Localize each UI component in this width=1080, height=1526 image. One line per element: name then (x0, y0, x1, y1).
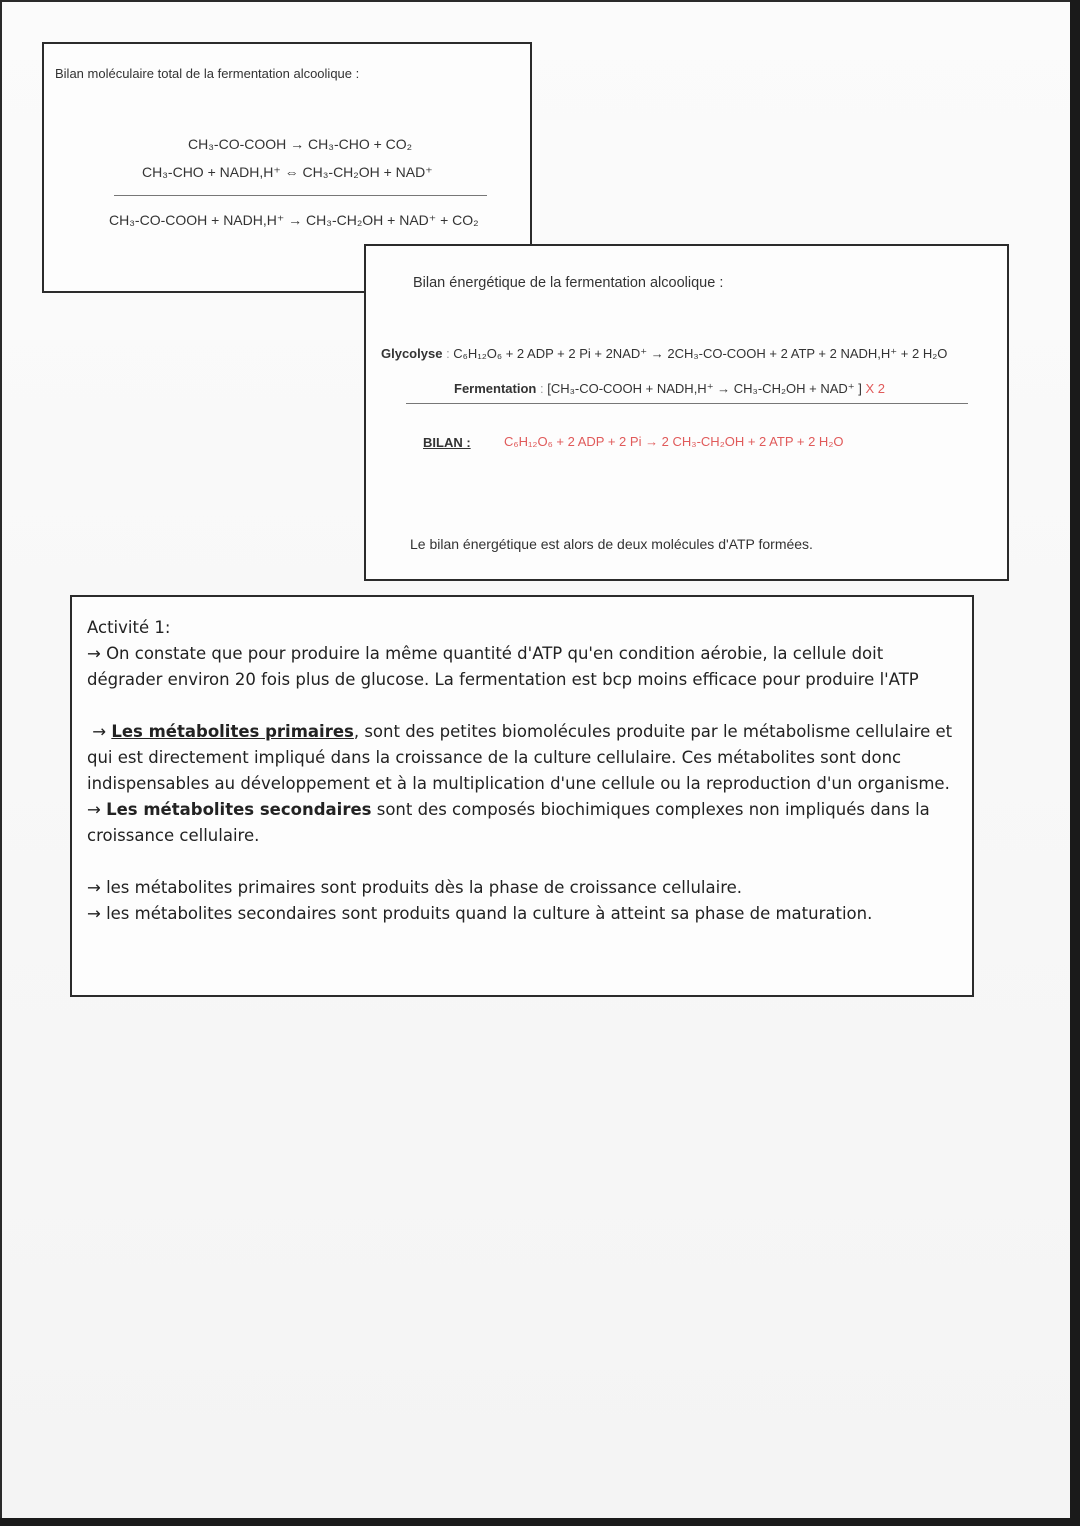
activity-note-primary: → les métabolites primaires sont produits dès la phase de croissance cellulaire. (87, 878, 743, 897)
reaction-total: CH₃-CO-COOH + NADH,H⁺ → CH₃-CH₂OH + NAD⁺ + CO₂ (109, 212, 479, 228)
glycolyse-equation: C₆H₁₂O₆ + 2 ADP + 2 Pi + 2NAD⁺ → 2CH₃-CO-COOH + 2 ATP + 2 NADH,H⁺ + 2 H₂O (453, 346, 948, 361)
term-primary-metabolites: Les métabolites primaires (111, 722, 354, 741)
fermentation-multiplier: X 2 (865, 381, 885, 396)
bilan-label: BILAN : (423, 435, 471, 450)
energy-balance-box (364, 244, 1009, 581)
fermentation-label: Fermentation (454, 381, 537, 396)
sum-divider (114, 195, 487, 196)
reaction-decarboxylation: CH₃-CO-COOH → CH₃-CHO + CO₂ (188, 136, 413, 152)
fermentation-line: Fermentation : [CH₃-CO-COOH + NADH,H⁺ → CH₃-CH₂OH + NAD⁺ ] X 2 (454, 381, 885, 396)
arrow-icon: → (92, 722, 107, 741)
secondary-definition: sont des composés biochimiques complexes non impliqués dans la croissance cellulaire. (87, 800, 930, 845)
bilan-equation: C₆H₁₂O₆ + 2 ADP + 2 Pi → 2 CH₃-CH₂OH + 2 ATP + 2 H₂O (504, 434, 844, 449)
arrow-icon: → (87, 800, 101, 819)
fermentation-equation: [CH₃-CO-COOH + NADH,H⁺ → CH₃-CH₂OH + NAD⁺ ] (547, 381, 862, 396)
primary-definition: , sont des petites biomolécules produite par le métabolisme cellulaire et qui est directement impliqué dans la croissance de la culture cellulaire. Ces métabolites sont donc indispensables au développement et à la multiplication d'une cellule ou la reproduction d'un organisme. (87, 722, 953, 793)
activity-box (70, 595, 974, 997)
page-edge-bottom (0, 1518, 1080, 1526)
document-page (2, 2, 1070, 1518)
page-edge-right (1070, 0, 1080, 1526)
glycolyse-label: Glycolyse (381, 346, 443, 361)
energy-balance-title: Bilan énergétique de la fermentation alcoolique : (413, 275, 724, 291)
activity-text (87, 615, 957, 927)
activity-title: Activité 1: (87, 618, 171, 637)
activity-paragraph-primary (87, 719, 957, 797)
glycolyse-line: Glycolyse : C₆H₁₂O₆ + 2 ADP + 2 Pi + 2NAD⁺ → 2CH₃-CO-COOH + 2 ATP + 2 NADH,H⁺ + 2 H₂O (381, 346, 948, 361)
molecular-balance-title: Bilan moléculaire total de la fermentation alcoolique : (55, 66, 360, 81)
term-secondary-metabolites: Les métabolites secondaires (106, 800, 372, 819)
activity-note-secondary: → les métabolites secondaires sont produits quand la culture à atteint sa phase de maturation. (87, 904, 873, 923)
energy-sum-divider (406, 403, 968, 404)
activity-paragraph-secondary (87, 797, 957, 849)
energy-conclusion: Le bilan énergétique est alors de deux molécules d'ATP formées. (410, 536, 813, 552)
activity-paragraph-atp: → On constate que pour produire la même quantité d'ATP qu'en condition aérobie, la cellule doit dégrader environ 20 fois plus de glucose. La fermentation est bcp moins efficace pour produire l'ATP (87, 644, 919, 689)
reaction-reduction: CH₃-CHO + NADH,H⁺ ⇔ CH₃-CH₂OH + NAD⁺ (142, 164, 433, 180)
